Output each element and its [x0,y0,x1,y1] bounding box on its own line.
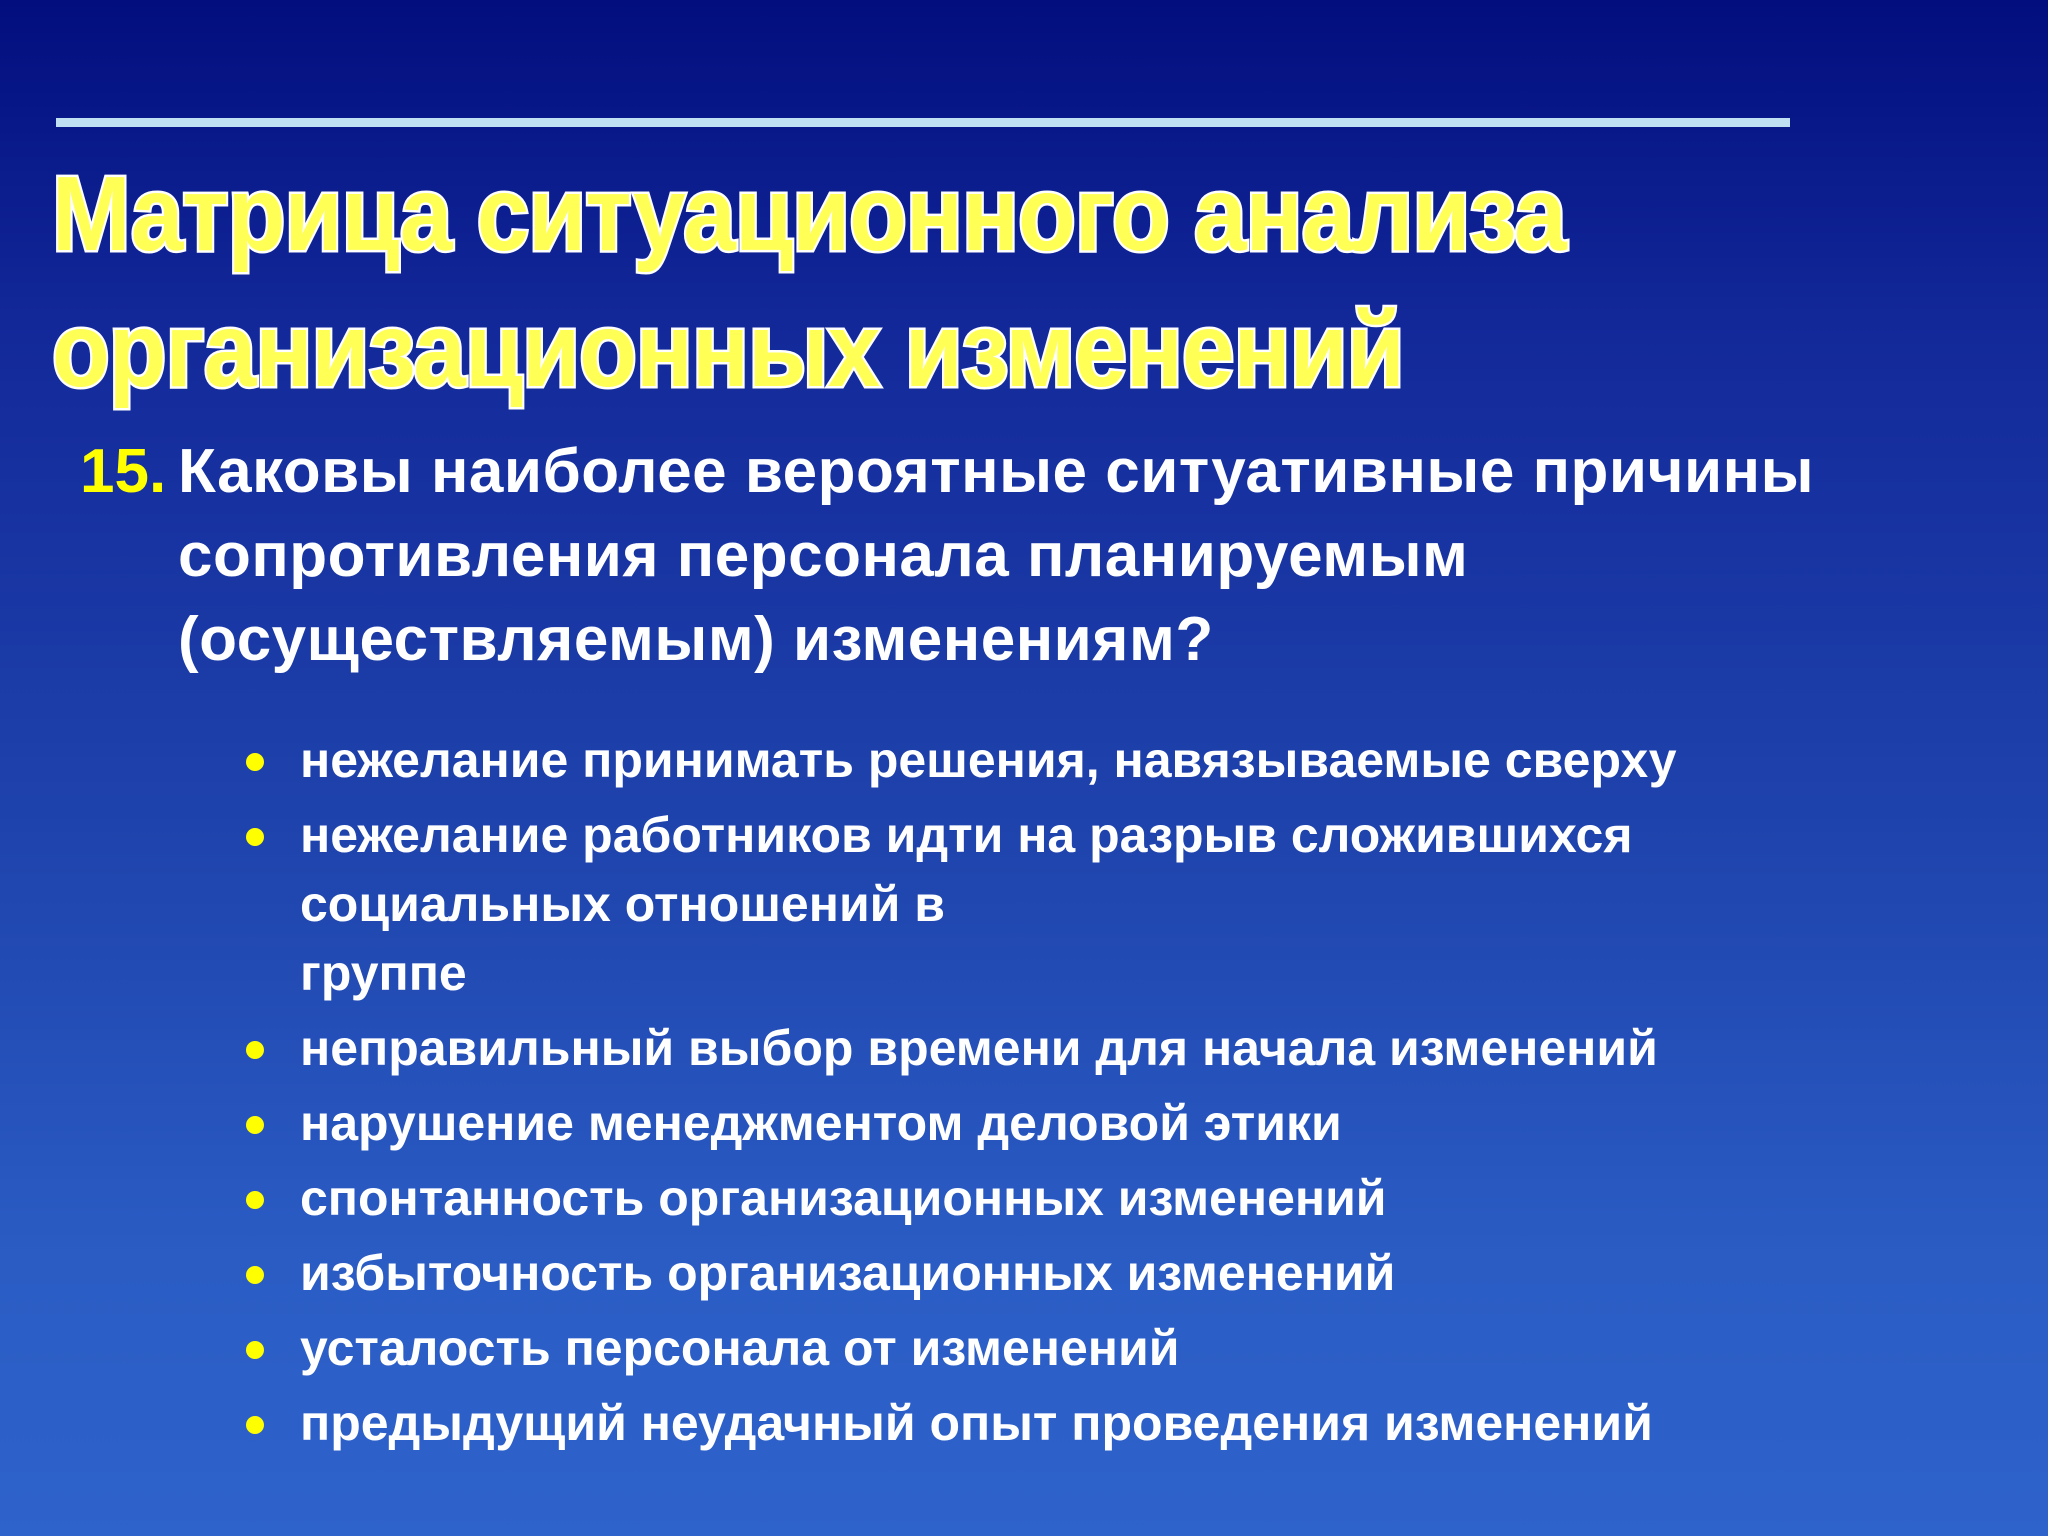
bullet-dot-icon [246,1191,264,1209]
slide-title [52,146,1743,418]
bullet-dot-icon [246,1416,264,1434]
bullet-item [240,1389,2020,1458]
bullet-text: нарушение менеджментом деловой этики [300,1095,1342,1151]
bullet-text-line-1: нежелание работников идти на разрыв сложившихся [300,807,1633,863]
question-text-line-1: Каковы наиболее вероятные ситуативные причины [178,437,1815,506]
bullet-text: нежелание принимать решения, навязываемые сверху [300,732,1677,788]
bullet-dot-icon [246,1266,264,1284]
slide-title-line-1: Матрица ситуационного анализа [52,155,1566,273]
bullet-text-line-2: социальных отношений в [300,876,946,932]
bullet-dot-icon [246,1341,264,1359]
bullet-dot-icon [246,1116,264,1134]
bullet-text: избыточность организационных изменений [300,1245,1396,1301]
bullet-text: неправильный выбор времени для начала изменений [300,1020,1658,1076]
question-text [178,430,2000,682]
bullet-dot-icon [246,1041,264,1059]
bullet-item [240,801,2020,1008]
question-text-line-3: (осуществляемым) изменениям? [178,605,1214,674]
bullet-item [240,1314,2020,1383]
question-number: 15. [80,437,167,506]
bullet-item [240,1239,2020,1308]
bullet-item [240,1014,2020,1083]
bullet-text: предыдущий неудачный опыт проведения изменений [300,1395,1653,1451]
question-block [80,430,2000,682]
bullet-list [240,726,2020,1464]
bullet-item [240,1164,2020,1233]
slide-title-line-2: организационных изменений [52,291,1404,409]
bullet-text: спонтанность организационных изменений [300,1170,1387,1226]
title-divider [56,118,1790,127]
bullet-text: усталость персонала от изменений [300,1320,1180,1376]
bullet-item [240,726,2020,795]
bullet-dot-icon [246,753,264,771]
question-text-line-2: сопротивления персонала планируемым [178,521,1469,590]
bullet-text-line-3: группе [300,945,467,1001]
bullet-item [240,1089,2020,1158]
bullet-dot-icon [246,828,264,846]
